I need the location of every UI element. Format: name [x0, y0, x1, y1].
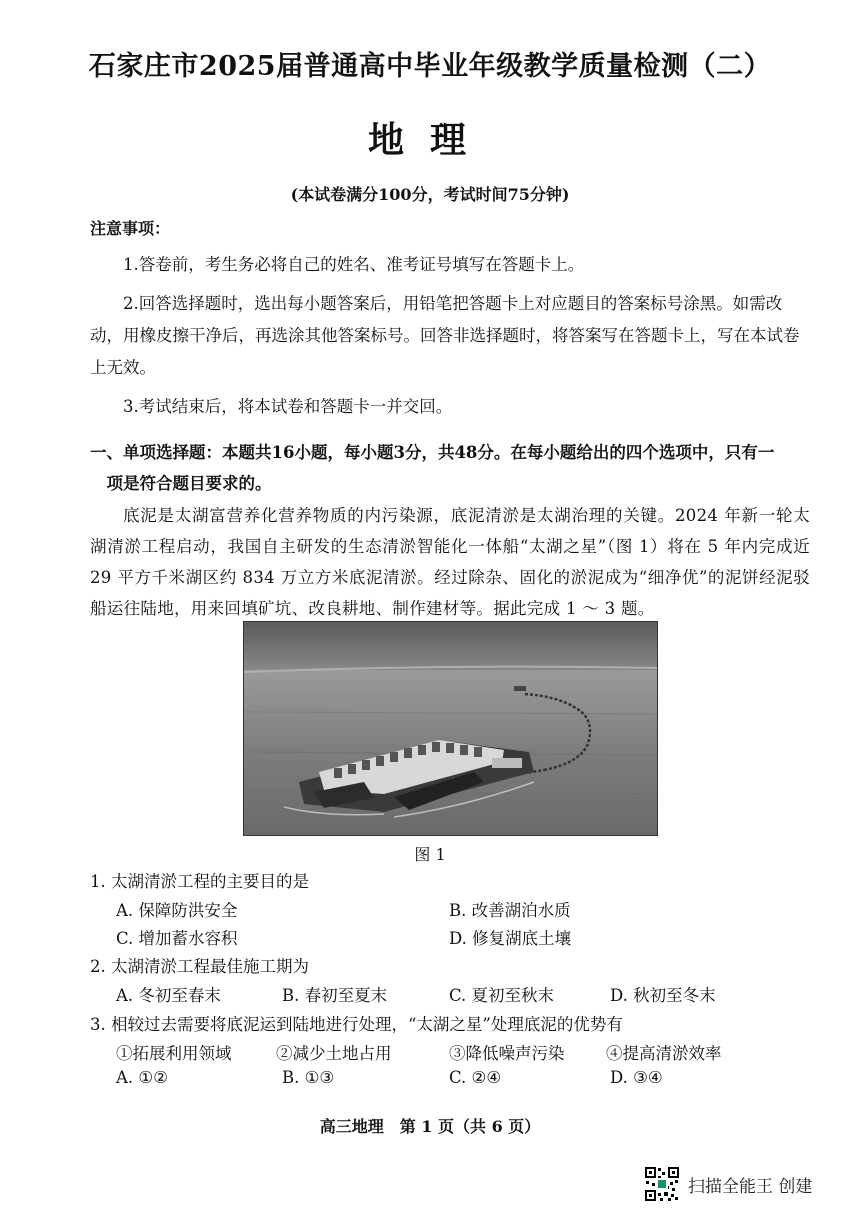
qr-code-icon — [644, 1166, 680, 1202]
section-heading — [90, 437, 810, 499]
question-2-option-a: A. 冬初至春末 — [116, 986, 221, 1005]
question-3-option-c: C. ②④ — [449, 1068, 502, 1087]
question-1-option-d: D. 修复湖底土壤 — [449, 929, 572, 948]
question-3-item-3: ③降低噪声污染 — [449, 1044, 565, 1063]
section-heading-line2: 项是符合题目要求的。 — [106, 474, 272, 493]
question-3-item-4: ④提高清淤效率 — [606, 1044, 722, 1063]
question-1-option-a: A. 保障防洪安全 — [116, 901, 238, 920]
notice-item: 2.回答选择题时，选出每小题答案后，用铅笔把答题卡上对应题目的答案标号涂黑。如需改动，用橡皮擦干净后，再选涂其他答案标号。回答非选择题时，将答案写在答题卡上，写在本试卷上无效。 — [90, 294, 800, 377]
question-1-option-c: C. 增加蓄水容积 — [116, 929, 238, 948]
question-2-option-b: B. 春初至夏末 — [282, 986, 388, 1005]
question-3-item-1: ①拓展利用领域 — [116, 1044, 232, 1063]
watermark-text: 扫描全能王 创建 — [688, 1176, 813, 1197]
question-3-option-b: B. ①③ — [282, 1068, 335, 1087]
exam-title: 石家庄市2025届普通高中毕业年级教学质量检测（二） — [88, 51, 772, 82]
question-2-option-d: D. 秋初至冬末 — [610, 986, 716, 1005]
notice-item: 1.答卷前，考生务必将自己的姓名、准考证号填写在答题卡上。 — [123, 255, 585, 274]
exam-meta: (本试卷满分100分，考试时间75分钟) — [290, 185, 570, 204]
question-1-stem: 1. 太湖清淤工程的主要目的是 — [90, 872, 309, 891]
question-3-option-d: D. ③④ — [610, 1068, 663, 1087]
question-3-option-a: A. ①② — [116, 1068, 168, 1087]
dredging-ship-image — [244, 622, 657, 835]
question-2-option-c: C. 夏初至秋末 — [449, 986, 555, 1005]
section-heading-line1: 一、单项选择题：本题共16小题，每小题3分，共48分。在每小题给出的四个选项中，只有一 — [90, 443, 775, 462]
figure-caption: 图 1 — [414, 845, 446, 864]
scanner-watermark — [644, 1166, 812, 1202]
notice-heading: 注意事项： — [90, 219, 171, 238]
question-3-stem: 3. 相较过去需要将底泥运到陆地进行处理，“太湖之星”处理底泥的优势有 — [90, 1015, 623, 1034]
question-3-item-2: ②减少土地占用 — [276, 1044, 392, 1063]
question-2-stem: 2. 太湖清淤工程最佳施工期为 — [90, 957, 309, 976]
reading-passage: 底泥是太湖富营养化营养物质的内污染源，底泥清淤是太湖治理的关键。2024 年新一轮太湖清淤工程启动，我国自主研发的生态清淤智能化一体船“太湖之星”（图 1）将在 5 年内完成近 29 平方千米湖区约 834 万立方米底泥清淤。经过除杂、固化的淤泥成为“细净优”的泥饼经泥驳船运往陆地，用来回填矿坑、改良耕地、制作建材等。据此完成 1 ～ 3 题。 — [90, 506, 810, 618]
page-footer: 高三地理 第 1 页（共 6 页） — [319, 1117, 541, 1136]
notice-item: 3.考试结束后，将本试卷和答题卡一并交回。 — [123, 397, 453, 416]
subject-title: 地理 — [367, 119, 492, 161]
question-1-option-b: B. 改善湖泊水质 — [449, 901, 571, 920]
notice-list — [90, 250, 810, 422]
figure-dredging-ship-photo — [243, 621, 658, 836]
